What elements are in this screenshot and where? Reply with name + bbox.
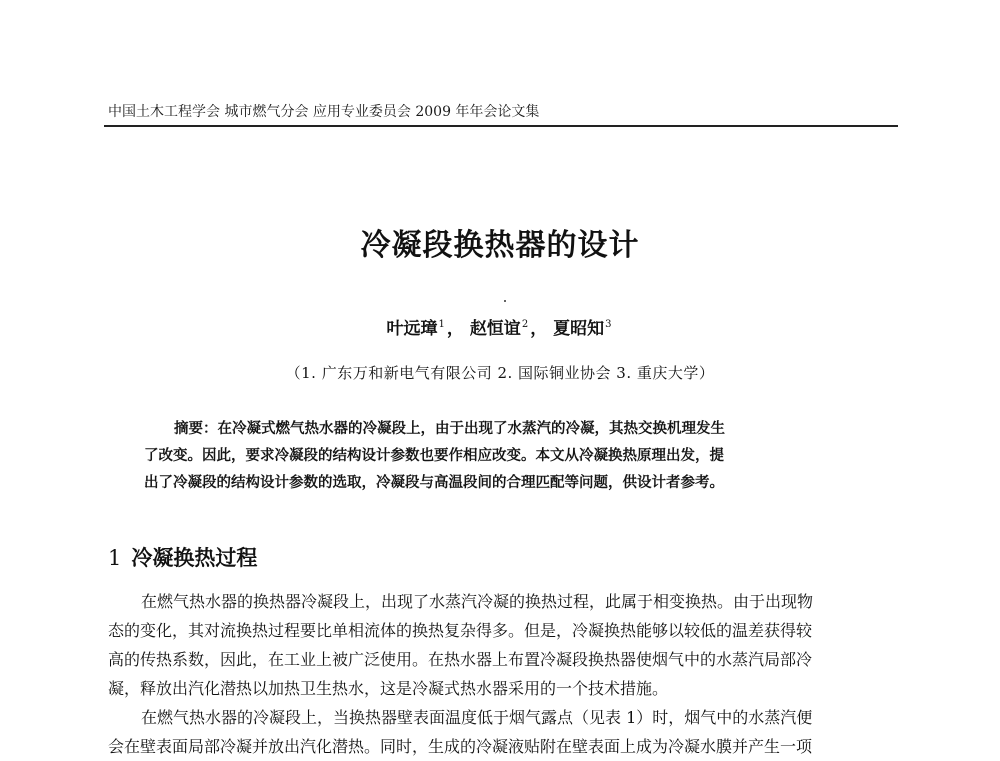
author-affiliation-index: 3 xyxy=(605,319,612,330)
body-line: 会在壁表面局部冷凝并放出汽化潜热。同时，生成的冷凝液贴附在壁表面上成为冷凝水膜并产生一项 xyxy=(108,737,813,756)
paper-title: 冷凝段换热器的设计 xyxy=(360,228,640,263)
author-name: 赵恒谊 xyxy=(469,319,521,339)
stray-mark xyxy=(504,300,506,302)
section-number: 1 xyxy=(108,546,122,570)
author-list xyxy=(0,314,1000,339)
body-line: 高的传热系数，因此，在工业上被广泛使用。在热水器上布置冷凝段换热器使烟气中的水蒸汽局部冷 xyxy=(108,650,813,669)
author-separator: ， xyxy=(530,319,548,339)
author-name: 叶远璋 xyxy=(386,319,438,339)
author-name: 夏昭知 xyxy=(553,319,605,339)
section-title: 冷凝换热过程 xyxy=(131,545,258,570)
running-header: 中国土木工程学会 城市燃气分会 应用专业委员会 2009 年年会论文集 xyxy=(108,104,540,120)
body-line: 凝，释放出汽化潜热以加热卫生热水，这是冷凝式热水器采用的一个技术措施。 xyxy=(108,679,669,698)
abstract-line: 摘要：在冷凝式燃气热水器的冷凝段上，由于出现了水蒸汽的冷凝，其热交换机理发生 xyxy=(174,420,725,437)
body-line: 在燃气热水器的冷凝段上，当换热器壁表面温度低于烟气露点（见表 1）时，烟气中的水蒸汽便 xyxy=(141,708,813,727)
author-separator: ， xyxy=(446,319,464,339)
abstract xyxy=(144,415,860,496)
affiliations: （1. 广东万和新电气有限公司 2. 国际铜业协会 3. 重庆大学） xyxy=(285,364,715,382)
author-affiliation-index: 1 xyxy=(438,319,445,330)
section-heading xyxy=(108,542,257,572)
abstract-line: 了改变。因此，要求冷凝段的结构设计参数也要作相应改变。本文从冷凝换热原理出发，提 xyxy=(144,447,724,464)
author-affiliation-index: 2 xyxy=(521,319,529,330)
abstract-line: 出了冷凝段的结构设计参数的选取，冷凝段与高温段间的合理匹配等问题，供设计者参考。 xyxy=(144,474,724,491)
body-line: 在燃气热水器的换热器冷凝段上，出现了水蒸汽冷凝的换热过程，此属于相变换热。由于出现物 xyxy=(141,592,814,611)
header-rule xyxy=(104,125,898,127)
body-text xyxy=(108,587,900,761)
body-line: 态的变化，其对流换热过程要比单相流体的换热复杂得多。但是，冷凝换热能够以较低的温差获得较 xyxy=(108,621,813,640)
